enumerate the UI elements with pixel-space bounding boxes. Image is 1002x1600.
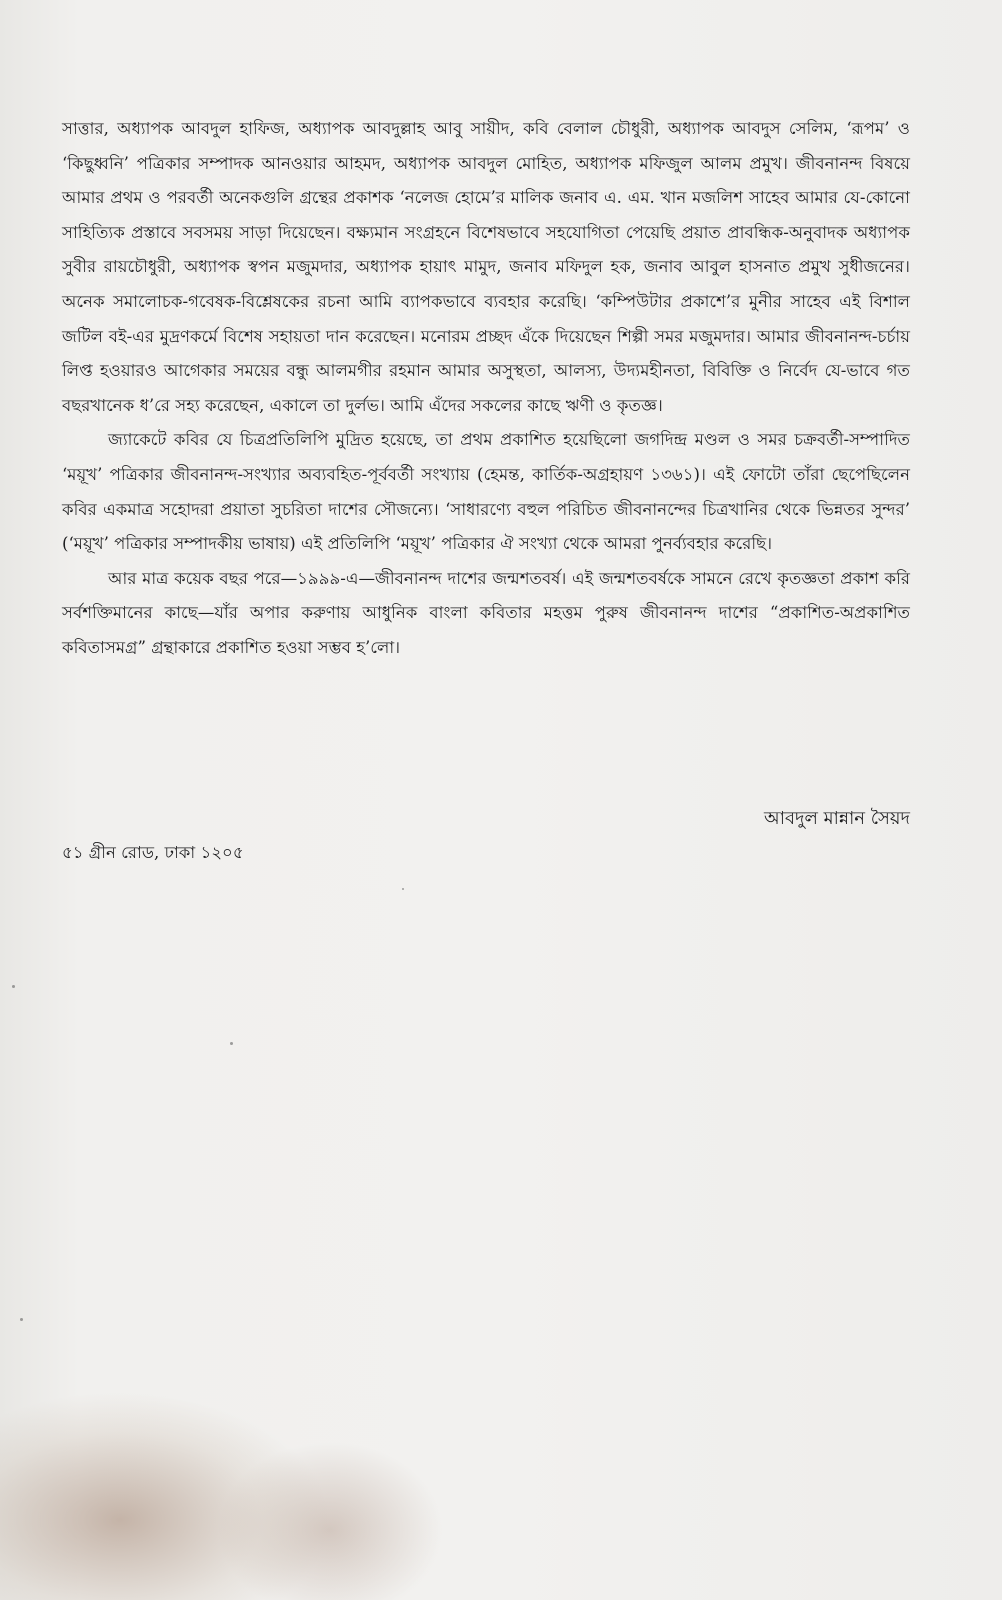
- author-address: ৫১ গ্রীন রোড, ঢাকা ১২০৫: [62, 843, 244, 862]
- paper-speck: [20, 1318, 23, 1321]
- preface-body: [62, 112, 910, 666]
- paragraph-centenary: আর মাত্র কয়েক বছর পরে—১৯৯৯-এ—জীবনানন্দ দাশের জন্মশতবর্ষ। এই জন্মশতবর্ষকে সামনে রেখে কৃতজ্ঞতা প্রকাশ করি সর্বশক্তিমানের কাছে—যাঁর অপার করুণায় আধুনিক বাংলা কবিতার মহত্তম পুরুষ জীবনানন্দ দাশের “প্রকাশিত-অপ্রকাশিত কবিতাসমগ্র” গ্রন্থাকারে প্রকাশিত হওয়া সম্ভব হ’লো।: [62, 568, 910, 657]
- paper-speck: [12, 985, 15, 988]
- author-signature: আবদুল মান্নান সৈয়দ: [763, 808, 910, 829]
- paragraph-acknowledgements: সাত্তার, অধ্যাপক আবদুল হাফিজ, অধ্যাপক আবদুল্লাহ আবু সায়ীদ, কবি বেলাল চৌধুরী, অধ্যাপক আবদুস সেলিম, ‘রূপম’ ও ‘কিছুধ্বনি’ পত্রিকার সম্পাদক আনওয়ার আহমদ, অধ্যাপক আবদুল মোহিত, অধ্যাপক মফিজুল আলম প্রমুখ। জীবনানন্দ বিষয়ে আমার প্রথম ও পরবর্তী অনেকগুলি গ্রন্থের প্রকাশক ‘নলেজ হোমে’র মালিক জনাব এ. এম. খান মজলিশ সাহেব আমার যে-কোনো সাহিত্যিক প্রস্তাবে সবসময় সাড়া দিয়েছেন। বক্ষ্যমান সংগ্রহনে বিশেষভাবে সহযোগিতা পেয়েছি প্রয়াত প্রাবন্ধিক-অনুবাদক অধ্যাপক সুবীর রায়চৌধুরী, অধ্যাপক স্বপন মজুমদার, অধ্যাপক হায়াৎ মামুদ, জনাব মফিদুল হক, জনাব আবুল হাসনাত প্রমুখ সুধীজনের। অনেক সমালোচক-গবেষক-বিশ্লেষকের রচনা আমি ব্যাপকভাবে ব্যবহার করেছি। ‘কম্পিউটার প্রকাশে’র মুনীর সাহেব এই বিশাল জটিল বই-এর মুদ্রণকর্মে বিশেষ সহায়তা দান করেছেন। মনোরম প্রচ্ছদ এঁকে দিয়েছেন শিল্পী সমর মজুমদার। আমার জীবনানন্দ-চর্চায় লিপ্ত হওয়ারও আগেকার সময়ের বন্ধু আলমগীর রহমান আমার অসুস্থতা, আলস্য, উদ্যমহীনতা, বিবিক্তি ও নির্বেদ যে-ভাবে গত বছরখানেক ধ’রে সহ্য করেছেন, একালে তা দুর্লভ। আমি এঁদের সকলের কাছে ঋণী ও কৃতজ্ঞ।: [62, 119, 910, 415]
- paper-speck: [230, 1042, 233, 1045]
- paper-speck: [402, 888, 404, 890]
- paragraph-jacket-photo: জ্যাকেটে কবির যে চিত্রপ্রতিলিপি মুদ্রিত হয়েছে, তা প্রথম প্রকাশিত হয়েছিলো জগদিন্দ্র মণ্ডল ও সমর চক্রবর্তী-সম্পাদিত ‘ময়ূখ’ পত্রিকার জীবনানন্দ-সংখ্যার অব্যবহিত-পূর্ববর্তী সংখ্যায় (হেমন্ত, কার্তিক-অগ্রহায়ণ ১৩৬১)। এই ফোটো তাঁরা ছেপেছিলেন কবির একমাত্র সহোদরা প্রয়াতা সুচরিতা দাশের সৌজন্যে। ‘সাধারণ্যে বহুল পরিচিত জীবনানন্দের চিত্রখানির থেকে ভিন্নতর সুন্দর’ (‘ময়ূখ’ পত্রিকার সম্পাদকীয় ভাষায়) এই প্রতিলিপি ‘ময়ূখ’ পত্রিকার ঐ সংখ্যা থেকে আমরা পুনর্ব্যবহার করেছি।: [62, 430, 910, 554]
